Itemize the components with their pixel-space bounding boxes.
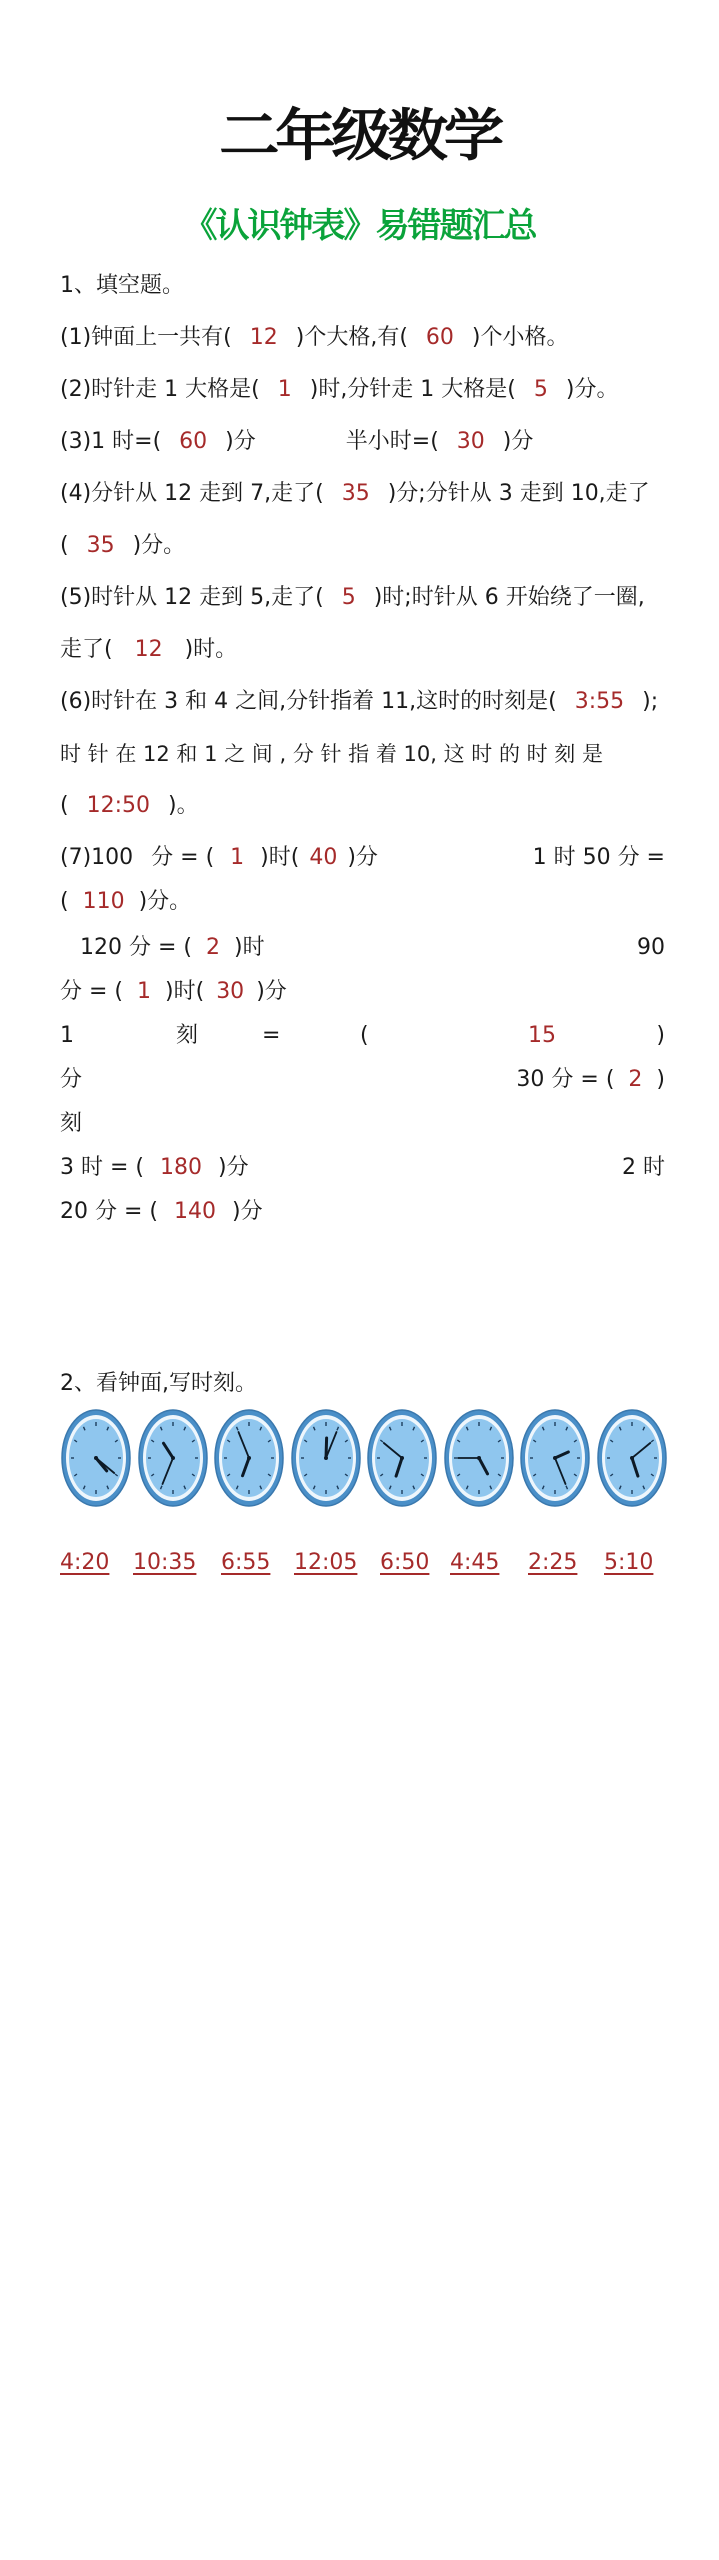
q7-one-label: 1 [60,1023,74,1048]
section2-heading: 2、看钟面,写时刻。 [60,1371,257,1396]
time-answer: 12:05 [294,1550,358,1575]
clock-icon [213,1408,285,1512]
question-1: (1)钟面上一共有( 12 )个大格,有( 60 )个小格。 [60,325,569,350]
answer: 60 [425,325,454,350]
q7-ke-label: 刻 [176,1023,199,1048]
question-7-line8-right: 2 时 [622,1155,665,1180]
time-answer: 4:20 [60,1550,110,1575]
question-3: (3)1 时=( 60 )分 半小时=( 30 )分 [60,429,534,454]
q7-line6-right: 30 分 = ( 2 ) [516,1067,665,1092]
clock-icon [596,1408,668,1512]
answer: 15 [528,1023,556,1048]
clock-icon [137,1408,209,1512]
answer: 35 [86,533,115,558]
answer: 1 [137,979,152,1004]
answer: 1 [277,377,292,402]
answer: 2 [206,935,220,960]
clock-center [630,1456,634,1460]
time-answer: 5:10 [604,1550,654,1575]
clock-icon [443,1408,515,1512]
question-7-line8: 3 时 = ( 180 )分 [60,1155,249,1180]
question-5-line2: 走了( 12 )时。 [60,637,238,662]
question-6-line2: 时 针 在 12 和 1 之 间 , 分 针 指 着 10, 这 时 的 时 刻 是 [60,742,603,766]
question-6-line3: ( 12:50 )。 [60,793,199,818]
question-4-line1: (4)分针从 12 走到 7,走了( 35 )分;分针从 3 走到 10,走了 [60,481,650,506]
answer: 2 [628,1067,643,1092]
page-subtitle: 《认识钟表》易错题汇总 [183,206,536,246]
answer: 5 [341,585,356,610]
answer: 12:50 [86,793,150,818]
q7-close-paren: ) [656,1023,665,1048]
question-7-line3: 120 分 = ( 2 )时 [80,935,265,960]
clock-center [171,1456,175,1460]
q7-open-paren: ( [360,1023,369,1048]
clock-icon [290,1408,362,1512]
question-5-line1: (5)时针从 12 走到 5,走了( 5 )时;时针从 6 开始绕了一圈, [60,585,645,610]
answer: 35 [341,481,370,506]
q7-equals: = [262,1023,281,1048]
question-7-line2: ( 110 )分。 [60,889,192,914]
answer: 30 [456,429,485,454]
answer: 5 [533,377,548,402]
analog-clock [60,1408,132,1512]
question-7-line3-right: 90 [637,935,665,960]
time-answer: 4:45 [450,1550,500,1575]
analog-clock [443,1408,515,1512]
time-answer: 2:25 [528,1550,578,1575]
clock-center [247,1456,251,1460]
clock-icon [366,1408,438,1512]
answer: 12 [249,325,278,350]
clock-center [94,1456,98,1460]
time-answer: 6:55 [221,1550,271,1575]
clock-center [477,1456,481,1460]
answer: 140 [174,1199,216,1224]
time-answer: 10:35 [133,1550,197,1575]
question-2: (2)时针走 1 大格是( 1 )时,分针走 1 大格是( 5 )分。 [60,377,619,402]
analog-clock [290,1408,362,1512]
answer: 40 [309,845,338,870]
question-7-line1: (7)100 分 = ( 1 )时( 40 )分 [60,845,378,870]
analog-clock [596,1408,668,1512]
answer: 110 [82,889,125,914]
clock-center [553,1456,557,1460]
clock-center [400,1456,404,1460]
question-7-line9: 20 分 = ( 140 )分 [60,1199,263,1224]
answer: 1 [230,845,245,870]
question-7-line1-right: 1 时 50 分 = [532,845,665,870]
q7-fen-label: 分 [60,1067,83,1092]
q7-ke-label-2: 刻 [60,1111,83,1136]
page-title: 二年级数学 [219,104,500,169]
clock-icon [519,1408,591,1512]
analog-clock [366,1408,438,1512]
answer: 30 [216,979,245,1004]
answer: 180 [160,1155,202,1180]
section1-heading: 1、填空题。 [60,273,184,298]
clock-center [324,1456,328,1460]
analog-clock [519,1408,591,1512]
answer: 3:55 [574,689,625,714]
question-7-line4: 分 = ( 1 )时( 30 )分 [60,979,287,1004]
analog-clock [213,1408,285,1512]
analog-clock [137,1408,209,1512]
answer: 60 [179,429,208,454]
question-4-line2: ( 35 )分。 [60,533,186,558]
answer: 12 [134,637,163,662]
time-answer: 6:50 [380,1550,430,1575]
question-6-line1: (6)时针在 3 和 4 之间,分针指着 11,这时的时刻是( 3:55 ); [60,689,659,714]
clock-icon [60,1408,132,1512]
clock-row [60,1408,668,1514]
